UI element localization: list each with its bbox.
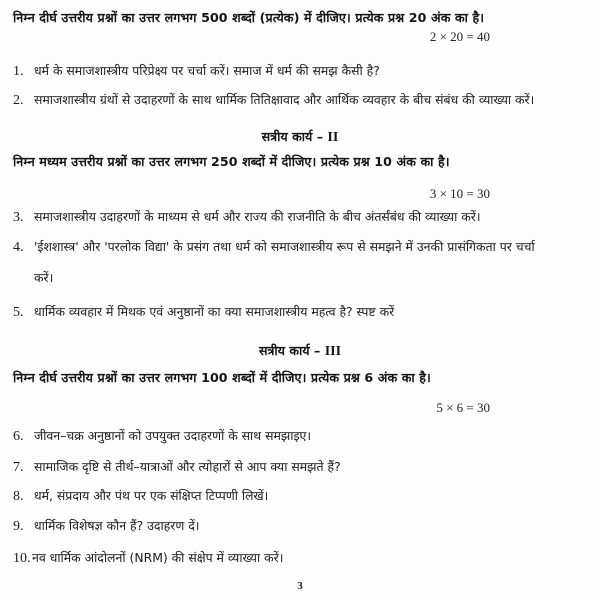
question-text: जीवन–चक्र अनुष्ठानों को उपयुक्त उदाहरणों के साथ समझाइए। <box>34 428 312 443</box>
page-number: 3 <box>297 580 303 592</box>
heading-dash: – <box>316 129 324 144</box>
question-number: 10. <box>13 551 31 566</box>
question-1 <box>13 62 380 80</box>
section1-instruction: निम्न दीर्घ उत्तरीय प्रश्नों का उत्तर लगभग 500 शब्दों (प्रत्येक) में दीजिए। प्रत्येक प्रश्न 20 अंक का है। <box>13 10 485 25</box>
question-text: धर्म के समाजशास्त्रीय परिप्रेक्ष्य पर चर्चा करें। समाज में धर्म की समझ कैसी है? <box>34 63 380 78</box>
section3-marks: 5 × 6 = 30 <box>436 400 490 415</box>
question-3 <box>13 208 481 226</box>
heading-dash: – <box>314 343 321 358</box>
question-text: सामाजिक दृष्टि से तीर्थ–यात्राओं और त्योहारों से आप क्या समझते हैं? <box>34 459 341 474</box>
question-text: धार्मिक व्यवहार में मिथक एवं अनुष्ठानों का क्या समाजशास्त्रीय महत्व है? स्पष्ट करें <box>34 304 395 319</box>
section2-marks: 3 × 10 = 30 <box>429 186 490 201</box>
question-4-continuation: करें। <box>34 270 54 285</box>
question-text: समाजशास्त्रीय उदाहरणों के माध्यम से धर्म और राज्य की राजनीति के बीच अंतर्संबंध की व्याख्या करें। <box>34 209 481 224</box>
section2-heading <box>0 128 600 146</box>
question-number: 6. <box>13 429 24 444</box>
question-number: 5. <box>13 305 24 320</box>
question-text: धर्म, संप्रदाय और पंथ पर एक संक्षिप्त टिप्पणी लिखें। <box>34 488 269 503</box>
question-text: समाजशास्त्रीय ग्रंथों से उदाहरणों के साथ धार्मिक तितिक्षावाद और आर्थिक व्यवहार के बीच संबंध की व्याख्या करें। <box>34 92 535 107</box>
section3-heading <box>0 342 600 360</box>
heading-text: सत्रीय कार्य <box>258 343 310 358</box>
question-number: 8. <box>13 489 24 504</box>
question-number: 9. <box>13 519 24 534</box>
question-2 <box>13 91 534 109</box>
question-text: 'ईशशास्त्र' और 'परलोक विद्या' के प्रसंग तथा धर्म को समाजशास्त्रीय रूप से समझने में उनकी प्रासंगिकता पर चर्चा <box>34 239 535 254</box>
heading-roman: II <box>327 130 339 145</box>
heading-text: सत्रीय कार्य <box>261 129 313 144</box>
question-number: 1. <box>13 64 24 79</box>
question-number: 7. <box>13 460 24 475</box>
section3-instruction: निम्न दीर्घ उत्तरीय प्रश्नों का उत्तर लगभग 100 शब्दों में दीजिए। प्रत्येक प्रश्न 6 अंक का है। <box>13 370 431 385</box>
question-8 <box>13 487 268 505</box>
question-10 <box>13 549 283 567</box>
question-5 <box>13 303 394 321</box>
question-6 <box>13 427 311 445</box>
heading-roman: III <box>324 344 342 359</box>
question-4 <box>13 238 535 256</box>
question-text: नव धार्मिक आंदोलनों (NRM) की संक्षेप में व्याख्या करें। <box>32 550 284 565</box>
question-number: 4. <box>13 240 24 255</box>
question-number: 3. <box>13 210 24 225</box>
question-text: धार्मिक विशेषज्ञ कौन हैं? उदाहरण दें। <box>34 518 200 533</box>
section1-marks: 2 × 20 = 40 <box>429 29 490 44</box>
question-9 <box>13 517 200 535</box>
section2-instruction: निम्न मध्यम उत्तरीय प्रश्नों का उत्तर लगभग 250 शब्दों में दीजिए। प्रत्येक प्रश्न 10 अंक का है। <box>13 154 450 169</box>
question-number: 2. <box>13 93 24 108</box>
question-7 <box>13 458 341 476</box>
